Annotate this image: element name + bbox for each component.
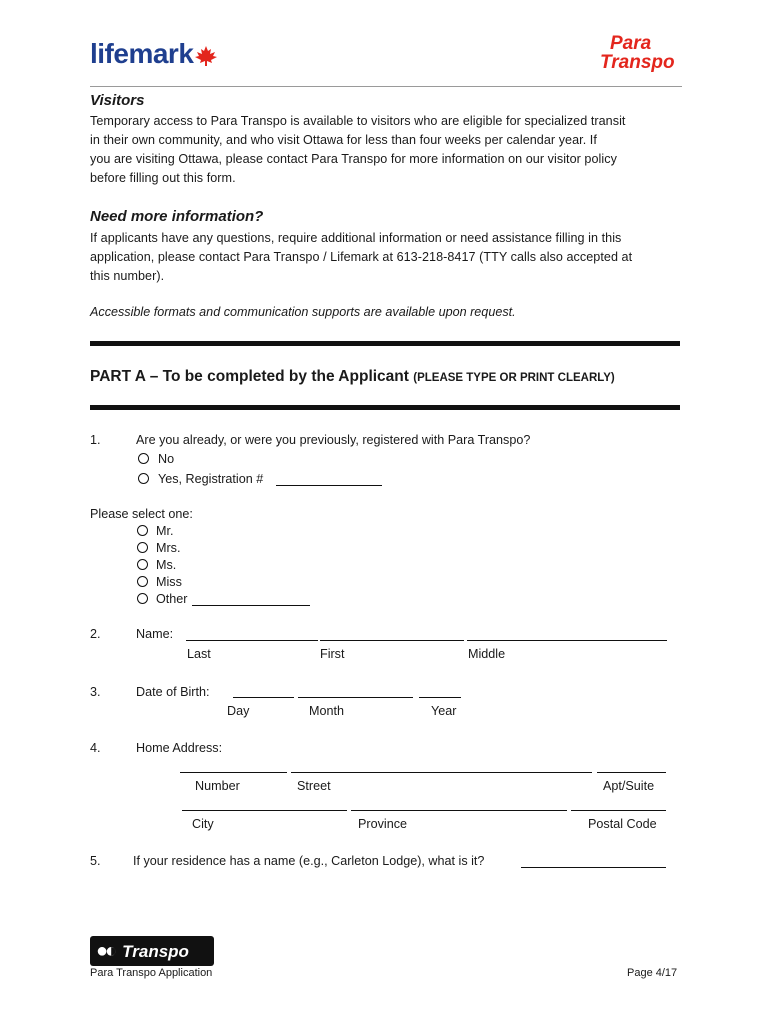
address-province-field[interactable] <box>351 810 567 811</box>
last-name-caption: Last <box>187 647 211 661</box>
salutation-miss-radio[interactable] <box>137 576 148 587</box>
salutation-other-field[interactable] <box>192 605 310 606</box>
dob-day-field[interactable] <box>233 697 294 698</box>
address-apt-caption: Apt/Suite <box>603 779 655 793</box>
visitors-heading: Visitors <box>90 92 145 109</box>
residence-name-field[interactable] <box>521 867 666 868</box>
salutation-mr-label: Mr. <box>156 524 174 538</box>
oc-mark-icon: ●◐ <box>96 940 115 962</box>
salutation-ms-label: Ms. <box>156 558 177 572</box>
salutation-ms-radio[interactable] <box>137 559 148 570</box>
info-heading: Need more information? <box>90 208 264 225</box>
registration-number-field[interactable] <box>276 485 382 486</box>
address-apt-field[interactable] <box>597 772 666 773</box>
info-line: If applicants have any questions, require additional information or need assistance filling in this <box>90 231 622 245</box>
q1-number: 1. <box>90 433 101 447</box>
q1-yes-radio[interactable] <box>138 473 149 484</box>
q1-no-radio[interactable] <box>138 453 149 464</box>
salutation-miss-label: Miss <box>156 575 182 589</box>
salutation-other-radio[interactable] <box>137 593 148 604</box>
footer-page-number: Page 4/17 <box>627 967 678 979</box>
address-province-caption: Province <box>358 817 407 831</box>
salutation-other-label: Other <box>156 592 188 606</box>
address-city-caption: City <box>192 817 214 831</box>
footer-app-name: Para Transpo Application <box>90 967 213 979</box>
info-line: this number). <box>90 269 165 283</box>
q2-number: 2. <box>90 627 101 641</box>
visitors-line: you are visiting Ottawa, please contact Para Transpo for more information on our visitor policy <box>90 152 617 166</box>
part-a-bottom-rule <box>90 405 680 410</box>
last-name-field[interactable] <box>186 640 318 641</box>
first-name-field[interactable] <box>320 640 464 641</box>
q5-number: 5. <box>90 854 101 868</box>
part-a-top-rule <box>90 341 680 346</box>
first-name-caption: First <box>320 647 345 661</box>
address-street-field[interactable] <box>291 772 592 773</box>
dob-month-caption: Month <box>309 704 345 718</box>
info-line: application, please contact Para Transpo / Lifemark at 613-218-8417 (TTY calls also accepted at <box>90 250 633 264</box>
info-paragraph <box>90 229 690 286</box>
accessible-note: Accessible formats and communication supports are available upon request. <box>90 305 516 319</box>
address-postal-field[interactable] <box>571 810 666 811</box>
address-city-field[interactable] <box>182 810 347 811</box>
visitors-paragraph <box>90 112 690 188</box>
visitors-line: Temporary access to Para Transpo is available to visitors who are eligible for specialized transit <box>90 114 626 128</box>
header-divider <box>90 86 682 87</box>
part-a-title: PART A – To be completed by the Applicant (PLEASE TYPE OR PRINT CLEARLY) <box>90 368 615 385</box>
q5-question: If your residence has a name (e.g., Carleton Lodge), what is it? <box>133 854 485 868</box>
address-postal-caption: Postal Code <box>588 817 657 831</box>
q1-no-label: No <box>158 452 175 466</box>
address-number-field[interactable] <box>180 772 287 773</box>
para-transpo-logo: Para Transpo <box>600 33 675 73</box>
salutation-prompt: Please select one: <box>90 507 193 521</box>
maple-leaf-icon <box>195 46 217 66</box>
visitors-line: in their own community, and who visit Ottawa for less than four weeks per calendar year. If <box>90 133 597 147</box>
q2-label: Name: <box>136 627 174 641</box>
middle-name-field[interactable] <box>467 640 667 641</box>
dob-day-caption: Day <box>227 704 250 718</box>
q4-label: Home Address: <box>136 741 223 755</box>
salutation-mrs-label: Mrs. <box>156 541 181 555</box>
salutation-mr-radio[interactable] <box>137 525 148 536</box>
q3-number: 3. <box>90 685 101 699</box>
q1-question: Are you already, or were you previously, registered with Para Transpo? <box>136 433 531 447</box>
middle-name-caption: Middle <box>468 647 506 661</box>
lifemark-logo: lifemark <box>90 38 217 70</box>
visitors-line: before filling out this form. <box>90 171 236 185</box>
salutation-mrs-radio[interactable] <box>137 542 148 553</box>
oc-transpo-logo: ●◐ Transpo <box>90 936 214 966</box>
address-number-caption: Number <box>195 779 240 793</box>
q3-label: Date of Birth: <box>136 685 210 699</box>
address-street-caption: Street <box>297 779 331 793</box>
dob-year-field[interactable] <box>419 697 461 698</box>
dob-month-field[interactable] <box>298 697 413 698</box>
q4-number: 4. <box>90 741 101 755</box>
dob-year-caption: Year <box>431 704 457 718</box>
q1-yes-label: Yes, Registration # <box>158 472 264 486</box>
